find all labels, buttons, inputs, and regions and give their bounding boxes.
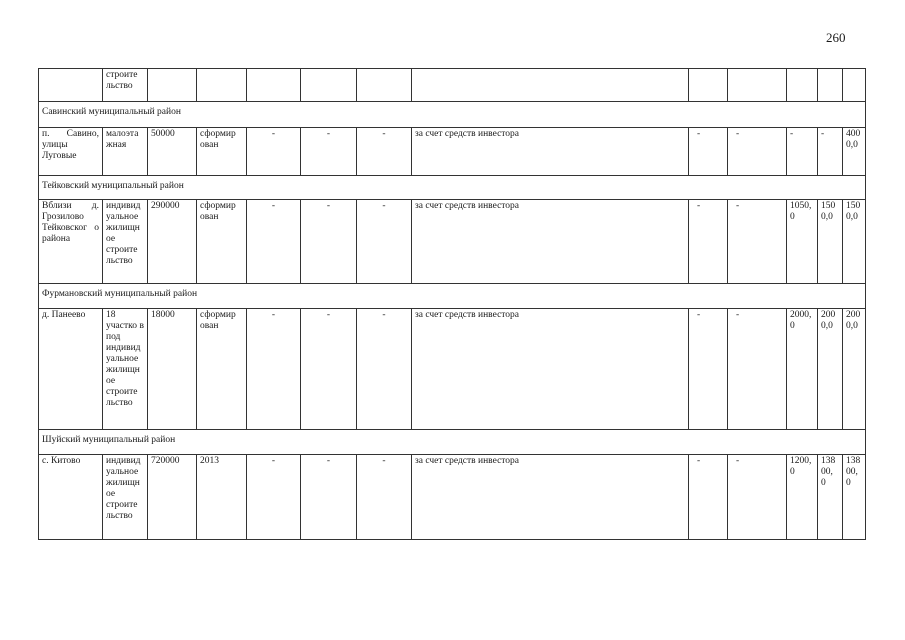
- funding-cell: за счет средств инвестора: [412, 128, 689, 176]
- location-cell: д. Панеево: [39, 309, 103, 430]
- cell-c13: 200 0,0: [843, 309, 866, 430]
- cell-c6: -: [301, 455, 357, 540]
- type-cell: малоэта жная: [103, 128, 148, 176]
- cell-c10: -: [728, 309, 787, 430]
- section-header-row: [39, 102, 866, 128]
- section-title: Шуйский муниципальный район: [39, 430, 866, 455]
- cell-c12: 138 00, 0: [818, 455, 843, 540]
- status-cell: сформир ован: [197, 200, 247, 284]
- area-cell: 290000: [148, 200, 197, 284]
- cell-c12: -: [818, 128, 843, 176]
- cell-c7: -: [357, 309, 412, 430]
- cell-c11: 1050, 0: [787, 200, 818, 284]
- cell-c9: -: [689, 128, 728, 176]
- funding-cell: за счет средств инвестора: [412, 309, 689, 430]
- cell-c11: 1200, 0: [787, 455, 818, 540]
- cell-c9: -: [689, 200, 728, 284]
- cell-c11: -: [787, 128, 818, 176]
- location-cell: Вблизи д. Грозилово Тейковског о района: [39, 200, 103, 284]
- location-cell: с. Китово: [39, 455, 103, 540]
- cell-c13: 150 0,0: [843, 200, 866, 284]
- table-row: [39, 455, 866, 540]
- cell-c7: -: [357, 128, 412, 176]
- cell-c13: 138 00, 0: [843, 455, 866, 540]
- table-row: [39, 309, 866, 430]
- cell-c5: -: [247, 455, 301, 540]
- cell-c13: 400 0,0: [843, 128, 866, 176]
- type-cell: 18 участко в под индивид уальное жилищн ое строите льство: [103, 309, 148, 430]
- cell-c10: -: [728, 200, 787, 284]
- cell-c7: -: [357, 200, 412, 284]
- type-cell: индивид уальное жилищн ое строите льство: [103, 455, 148, 540]
- cell-c11: 2000, 0: [787, 309, 818, 430]
- cell-c5: -: [247, 200, 301, 284]
- section-header-row: [39, 430, 866, 455]
- area-cell: 18000: [148, 309, 197, 430]
- cell-c9: -: [689, 455, 728, 540]
- section-title: Тейковский муниципальный район: [39, 176, 866, 200]
- funding-cell: за счет средств инвестора: [412, 200, 689, 284]
- area-cell: 50000: [148, 128, 197, 176]
- continuation-row: [39, 69, 866, 102]
- cell-c12: 200 0,0: [818, 309, 843, 430]
- table-row: [39, 200, 866, 284]
- status-cell: сформир ован: [197, 128, 247, 176]
- cell-c10: -: [728, 128, 787, 176]
- status-cell: сформир ован: [197, 309, 247, 430]
- type-cell: строите льство: [103, 69, 148, 102]
- cell-c6: -: [301, 309, 357, 430]
- cell-c5: -: [247, 309, 301, 430]
- section-title: Савинский муниципальный район: [39, 102, 866, 128]
- cell-c9: -: [689, 309, 728, 430]
- area-cell: 720000: [148, 455, 197, 540]
- status-cell: 2013: [197, 455, 247, 540]
- location-cell: п. Савино, улицы Луговые: [39, 128, 103, 176]
- cell-c6: -: [301, 200, 357, 284]
- cell-c6: -: [301, 128, 357, 176]
- cell-c10: -: [728, 455, 787, 540]
- cell-c7: -: [357, 455, 412, 540]
- table-row: [39, 128, 866, 176]
- land-plots-table: [38, 68, 866, 540]
- cell-c12: 150 0,0: [818, 200, 843, 284]
- section-header-row: [39, 176, 866, 200]
- section-title: Фурмановский муниципальный район: [39, 284, 866, 309]
- cell-c5: -: [247, 128, 301, 176]
- section-header-row: [39, 284, 866, 309]
- funding-cell: за счет средств инвестора: [412, 455, 689, 540]
- type-cell: индивид уальное жилищн ое строите льство: [103, 200, 148, 284]
- page-number: 260: [826, 30, 846, 45]
